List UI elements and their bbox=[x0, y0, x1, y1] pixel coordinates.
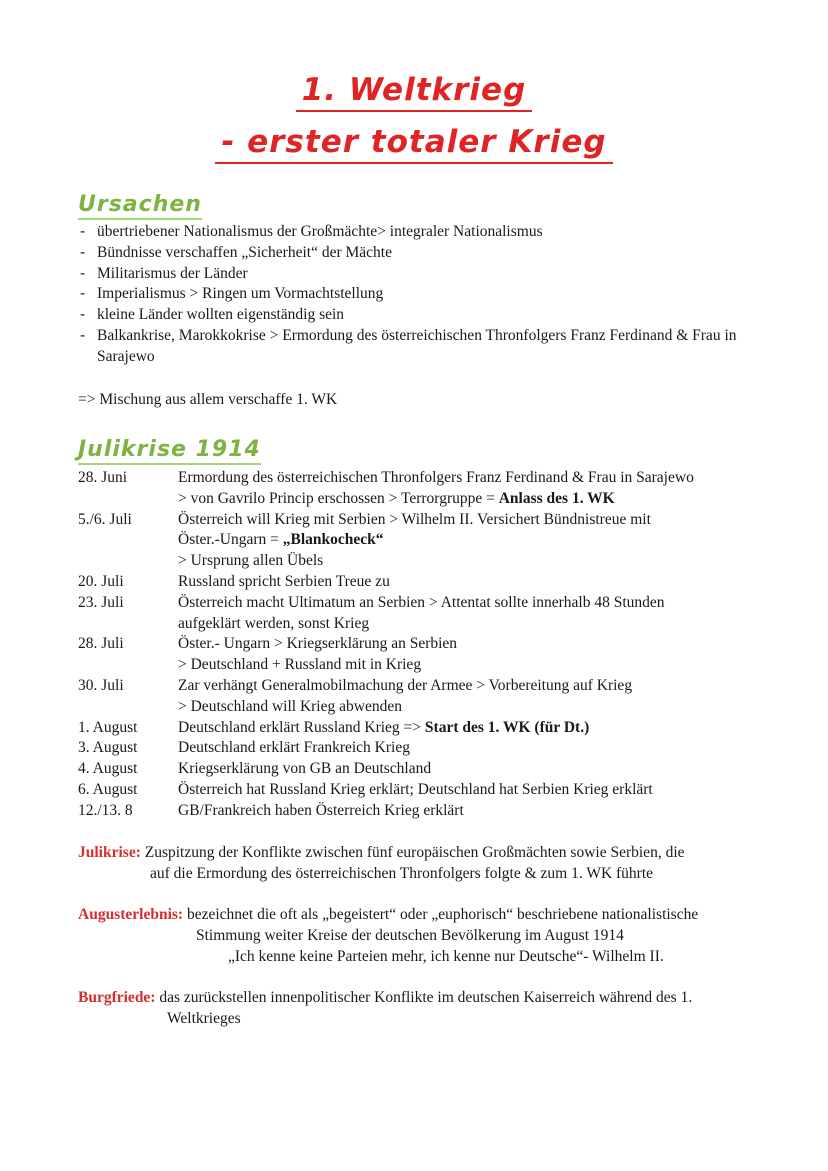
event-line-text: Deutschland erklärt Russland Krieg => bbox=[178, 718, 425, 736]
ursachen-conclusion: => Mischung aus allem verschaffe 1. WK bbox=[78, 391, 338, 408]
event-highlight: Anlass des 1. WK bbox=[498, 489, 615, 507]
timeline-row bbox=[78, 738, 768, 759]
event-description bbox=[178, 676, 768, 718]
event-line: Deutschland erklärt Frankreich Krieg bbox=[178, 739, 410, 757]
event-line: > Deutschland will Krieg abwenden bbox=[178, 697, 402, 715]
definition-burgfriede bbox=[78, 988, 758, 1030]
timeline-row bbox=[78, 759, 768, 780]
event-line bbox=[178, 530, 768, 551]
event-highlight: „Blankocheck“ bbox=[282, 531, 384, 549]
definition-term: Burgfriede: bbox=[78, 989, 156, 1006]
timeline-row bbox=[78, 510, 768, 572]
timeline-row bbox=[78, 801, 768, 822]
event-line: Kriegserklärung von GB an Deutschland bbox=[178, 760, 432, 778]
title-text-2: - erster totaler Krieg bbox=[215, 124, 612, 164]
page-title-line-1 bbox=[0, 72, 828, 108]
event-line: Österreich hat Russland Krieg erklärt; Deutschland hat Serbien Krieg erklärt bbox=[178, 780, 653, 798]
event-date: 23. Juli bbox=[78, 593, 124, 611]
event-highlight: Start des 1. WK (für Dt.) bbox=[424, 718, 590, 736]
event-description bbox=[178, 572, 768, 593]
event-description bbox=[178, 634, 768, 676]
ursachen-list bbox=[78, 222, 758, 368]
ursachen-heading-text: Ursachen bbox=[78, 192, 202, 220]
event-line: > Ursprung allen Übels bbox=[178, 552, 324, 570]
event-date: 20. Juli bbox=[78, 572, 124, 590]
list-item: - Balkankrise, Marokkokrise > Ermordung des österreichischen Thronfolgers Franz Ferdinand & Frau in Sarajewo bbox=[78, 326, 758, 368]
event-line: Zar verhängt Generalmobilmachung der Armee > Vorbereitung auf Krieg bbox=[178, 676, 633, 694]
julikrise-timeline bbox=[78, 468, 768, 822]
list-item: - kleine Länder wollten eigenständig sein bbox=[78, 305, 758, 326]
event-date: 28. Juni bbox=[78, 469, 128, 486]
definition-line bbox=[78, 988, 758, 1009]
event-line bbox=[178, 489, 768, 510]
event-line: Österreich will Krieg mit Serbien > Wilhelm II. Versichert Bündnistreue mit bbox=[178, 510, 651, 528]
event-description bbox=[178, 593, 768, 635]
event-line bbox=[178, 718, 768, 739]
event-description bbox=[178, 510, 768, 572]
definition-text: Stimmung weiter Kreise der deutschen Bevölkerung im August 1914 bbox=[196, 926, 624, 944]
definition-line bbox=[78, 905, 758, 926]
timeline-row bbox=[78, 593, 768, 635]
definition-text: auf die Ermordung des österreichischen Thronfolgers folgte & zum 1. WK führte bbox=[150, 864, 654, 882]
event-line: Ermordung des österreichischen Thronfolgers Franz Ferdinand & Frau in Sarajewo bbox=[178, 469, 694, 486]
definition-augusterlebnis bbox=[78, 905, 758, 967]
event-date: 4. August bbox=[78, 760, 138, 778]
timeline-row bbox=[78, 718, 768, 739]
event-date: 6. August bbox=[78, 780, 138, 798]
definition-term: Julikrise: bbox=[78, 844, 141, 861]
page-title-line-2 bbox=[0, 124, 828, 160]
julikrise-heading bbox=[78, 437, 261, 462]
title-text-1: 1. Weltkrieg bbox=[296, 72, 533, 112]
event-description bbox=[178, 780, 768, 801]
event-date: 28. Juli bbox=[78, 635, 124, 653]
event-date: 12./13. 8 bbox=[78, 801, 133, 819]
event-description bbox=[178, 801, 768, 822]
timeline-row bbox=[78, 572, 768, 593]
event-line: > Deutschland + Russland mit in Krieg bbox=[178, 656, 422, 674]
event-line: Öster.- Ungarn > Kriegserklärung an Serbien bbox=[178, 635, 458, 653]
definition-text: Zuspitzung der Konflikte zwischen fünf europäischen Großmächten sowie Serbien, die bbox=[140, 844, 685, 861]
definition-line bbox=[78, 843, 758, 864]
list-item: - Bündnisse verschaffen „Sicherheit“ der Mächte bbox=[78, 243, 758, 264]
definition-julikrise bbox=[78, 843, 758, 885]
event-line: aufgeklärt werden, sonst Krieg bbox=[178, 614, 370, 632]
event-description bbox=[178, 468, 768, 510]
event-description bbox=[178, 738, 768, 759]
timeline-row bbox=[78, 468, 768, 510]
event-date: 30. Juli bbox=[78, 676, 124, 694]
timeline-row bbox=[78, 780, 768, 801]
list-item: - Militarismus der Länder bbox=[78, 264, 758, 285]
event-date: 5./6. Juli bbox=[78, 510, 132, 528]
definition-term: Augusterlebnis: bbox=[78, 906, 184, 923]
event-date: 3. August bbox=[78, 739, 138, 757]
event-line-text: Öster.-Ungarn = bbox=[178, 531, 283, 549]
julikrise-heading-text: Julikrise 1914 bbox=[78, 437, 261, 465]
event-line: GB/Frankreich haben Österreich Krieg erklärt bbox=[178, 801, 464, 819]
event-description bbox=[178, 718, 768, 739]
definition-text: Weltkrieges bbox=[167, 1009, 241, 1027]
event-description bbox=[178, 759, 768, 780]
list-item: - Imperialismus > Ringen um Vormachtstellung bbox=[78, 284, 758, 305]
ursachen-heading bbox=[78, 192, 202, 217]
definition-text: bezeichnet die oft als „begeistert“ oder „euphorisch“ beschriebene nationalistische bbox=[183, 906, 699, 923]
event-line: Russland spricht Serbien Treue zu bbox=[178, 572, 390, 590]
definition-text: das zurückstellen innenpolitischer Konflikte im deutschen Kaiserreich während des 1. bbox=[155, 989, 693, 1006]
event-line: Österreich macht Ultimatum an Serbien > Attentat sollte innerhalb 48 Stunden bbox=[178, 593, 665, 611]
timeline-row bbox=[78, 676, 768, 718]
event-line-text: > von Gavrilo Princip erschossen > Terrorgruppe = bbox=[178, 489, 499, 507]
list-item: - übertriebener Nationalismus der Großmächte> integraler Nationalismus bbox=[78, 222, 758, 243]
event-date: 1. August bbox=[78, 718, 138, 736]
definition-quote: „Ich kenne keine Parteien mehr, ich kenne nur Deutsche“- Wilhelm II. bbox=[228, 947, 664, 965]
timeline-row bbox=[78, 634, 768, 676]
